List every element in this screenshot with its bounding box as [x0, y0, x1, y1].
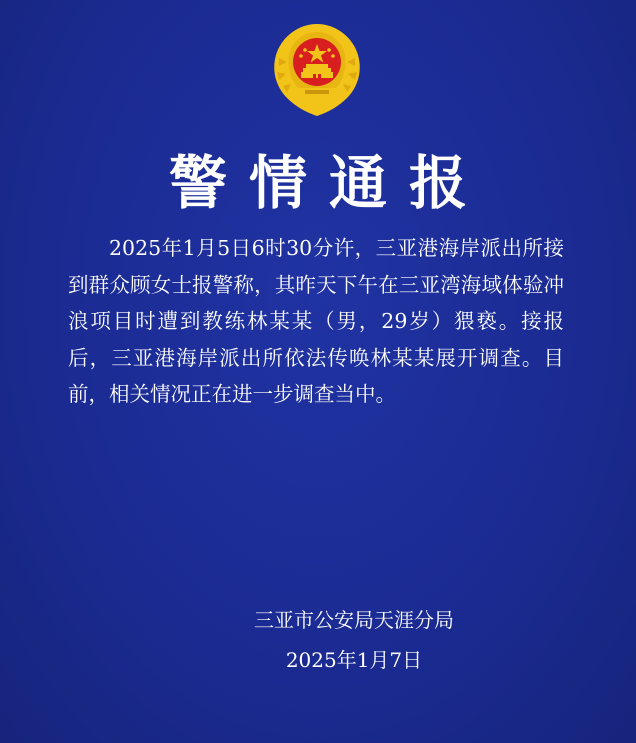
police-emblem-icon — [265, 18, 369, 122]
issuing-authority: 三亚市公安局天涯分局 — [254, 608, 454, 632]
notice-signature — [0, 600, 636, 680]
notice-title: 警情通报 — [168, 149, 489, 217]
notice-body: 2025年1月5日6时30分许，三亚港海岸派出所接到群众顾女士报警称，其昨天下午在三亚湾海域体验冲浪项目时遭到教练林某某（男，29岁）猥亵。接报后，三亚港海岸派出所依法传唤林某某展开调查。目前，相关情况正在进一步调查当中。 — [68, 236, 564, 406]
issue-date: 2025年1月7日 — [285, 648, 423, 672]
